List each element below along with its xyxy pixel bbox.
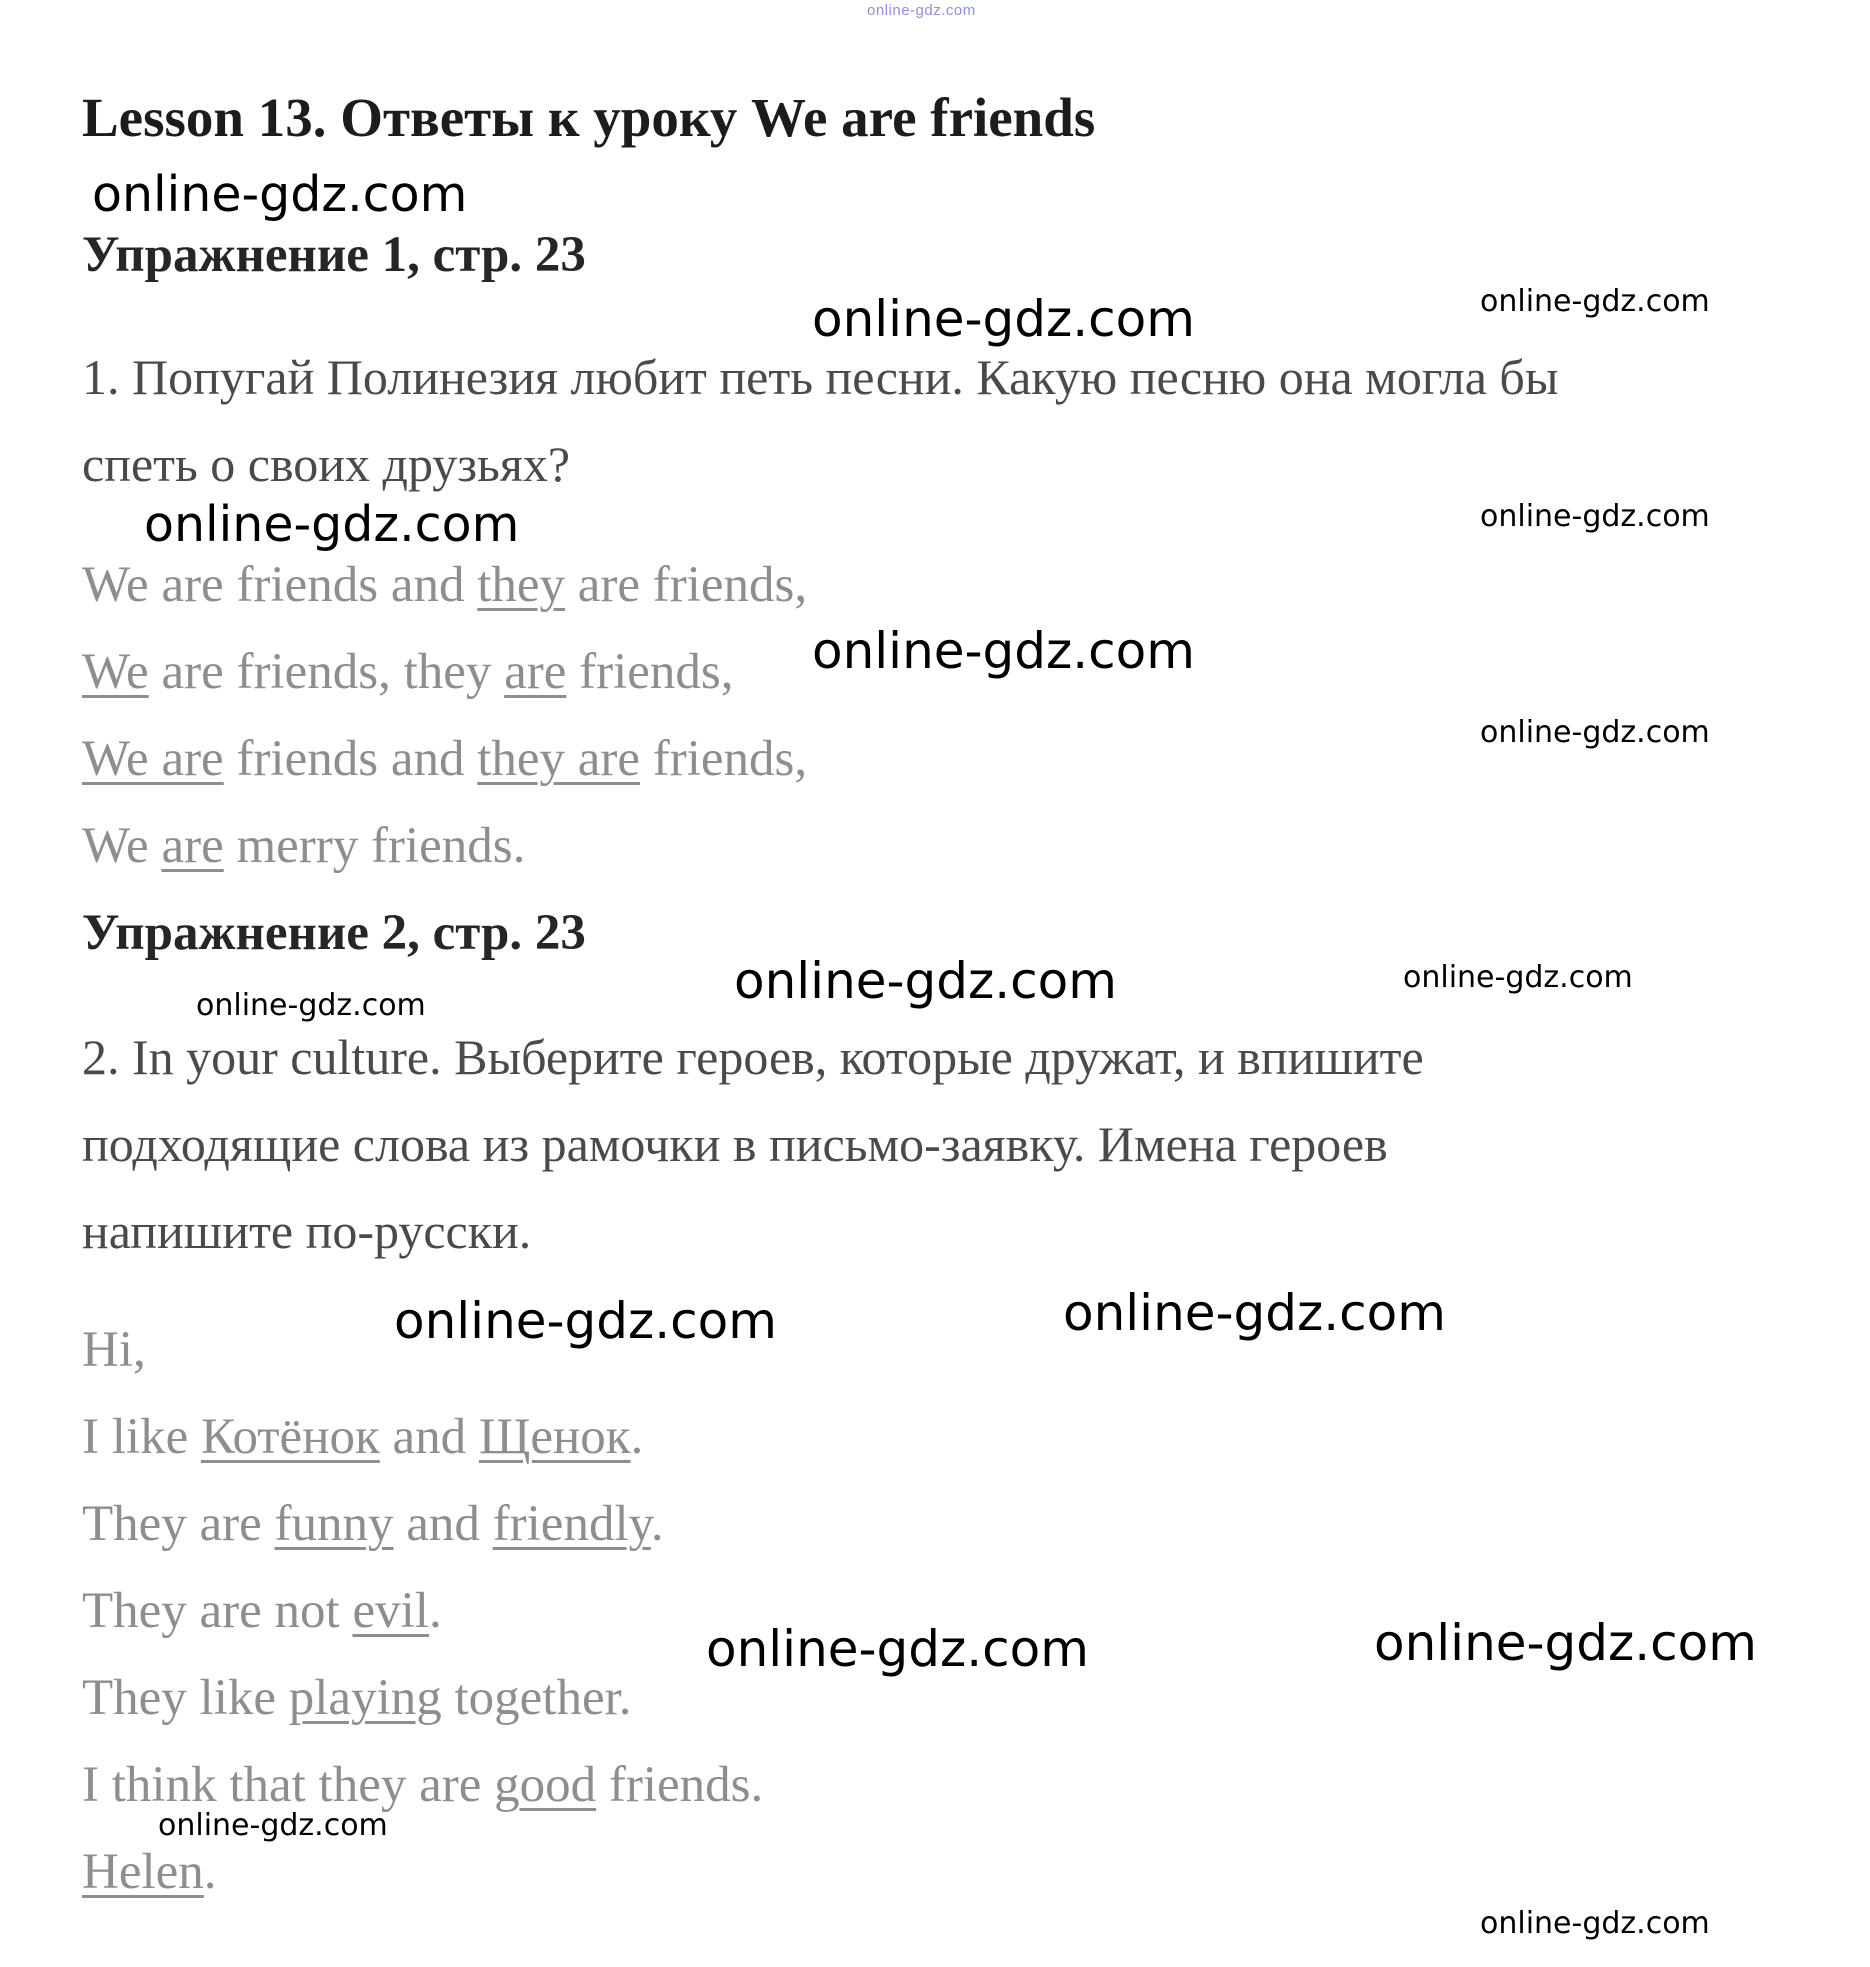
letter-greeting: Hi, <box>82 1322 146 1378</box>
watermark: online-gdz.com <box>706 1620 1089 1678</box>
song-line-3 <box>82 730 807 788</box>
watermark: online-gdz.com <box>812 290 1195 348</box>
song-text: friends and <box>223 731 478 787</box>
watermark: online-gdz.com <box>92 166 468 223</box>
answer-word: Котёнок <box>200 1409 380 1465</box>
watermark: online-gdz.com <box>1374 1614 1757 1672</box>
letter-line-1 <box>82 1408 643 1466</box>
song-text: We <box>82 818 162 874</box>
letter-text: I like <box>82 1409 201 1465</box>
answer-word: playing <box>288 1670 442 1726</box>
song-text: merry friends. <box>223 818 526 874</box>
song-text: friends, <box>640 731 808 787</box>
letter-text: They like <box>82 1670 289 1726</box>
watermark: online-gdz.com <box>1480 284 1710 319</box>
watermark: online-gdz.com <box>144 496 520 553</box>
letter-text: . <box>203 1844 217 1900</box>
song-line-1 <box>82 556 807 614</box>
letter-text: I think that they are <box>82 1757 495 1813</box>
watermark: online-gdz.com <box>196 988 426 1023</box>
song-line-4 <box>82 817 525 875</box>
exercise-2-task-line-1: 2. In your culture. Выберите героев, которые дружат, и впишите <box>82 1029 1424 1085</box>
letter-text: and <box>379 1409 479 1465</box>
watermark: online-gdz.com <box>394 1292 777 1350</box>
letter-line-5 <box>82 1756 763 1814</box>
letter-text: and <box>393 1496 493 1552</box>
letter-line-2 <box>82 1495 664 1553</box>
answer-word: funny <box>274 1496 394 1552</box>
watermark: online-gdz.com <box>812 622 1195 680</box>
letter-signature <box>82 1843 217 1901</box>
watermark: online-gdz.com <box>734 952 1117 1010</box>
page-title: Lesson 13. Ответы к уроку We are friends <box>82 87 1096 148</box>
answer-word: Щенок <box>478 1409 631 1465</box>
answer-word: We <box>82 644 149 700</box>
letter-line-4 <box>82 1669 632 1727</box>
letter-text: . <box>428 1583 442 1639</box>
answer-word: they <box>477 557 566 613</box>
answer-word: good <box>494 1757 597 1813</box>
watermark: online-gdz.com <box>1480 715 1710 750</box>
exercise-1-heading: Упражнение 1, стр. 23 <box>82 227 586 283</box>
top-watermark: online-gdz.com <box>867 2 976 19</box>
exercise-2-task-line-3: напишите по-русски. <box>82 1203 532 1259</box>
letter-text: . <box>630 1409 644 1465</box>
answer-word: are <box>161 818 224 874</box>
letter-text: together. <box>441 1670 632 1726</box>
watermark: online-gdz.com <box>1063 1284 1446 1342</box>
song-text: are friends, <box>565 557 808 613</box>
watermark: online-gdz.com <box>1403 960 1633 995</box>
song-text: are friends, they <box>148 644 505 700</box>
answer-word: friendly <box>492 1496 651 1552</box>
letter-line-3 <box>82 1582 442 1640</box>
letter-text: . <box>650 1496 664 1552</box>
song-text: We are friends and <box>82 557 478 613</box>
exercise-1-task-line-2: спеть о своих друзьях? <box>82 436 571 492</box>
exercise-1-task-line-1: 1. Попугай Полинезия любит петь песни. Какую песню она могла бы <box>82 349 1559 405</box>
song-text: friends, <box>566 644 734 700</box>
letter-text: They are not <box>82 1583 353 1639</box>
answer-word: are <box>504 644 567 700</box>
watermark: online-gdz.com <box>1480 1906 1710 1941</box>
answer-word: We are <box>82 731 224 787</box>
answer-word: evil <box>352 1583 429 1639</box>
watermark: online-gdz.com <box>1480 499 1710 534</box>
letter-text: friends. <box>596 1757 764 1813</box>
letter-text: They are <box>82 1496 275 1552</box>
exercise-2-task-line-2: подходящие слова из рамочки в письмо-заявку. Имена героев <box>82 1116 1388 1172</box>
song-line-2 <box>82 643 734 701</box>
watermark: online-gdz.com <box>158 1808 388 1843</box>
answer-word: they are <box>477 731 641 787</box>
signature-name: Helen <box>82 1844 204 1900</box>
exercise-2-heading: Упражнение 2, стр. 23 <box>82 905 586 961</box>
